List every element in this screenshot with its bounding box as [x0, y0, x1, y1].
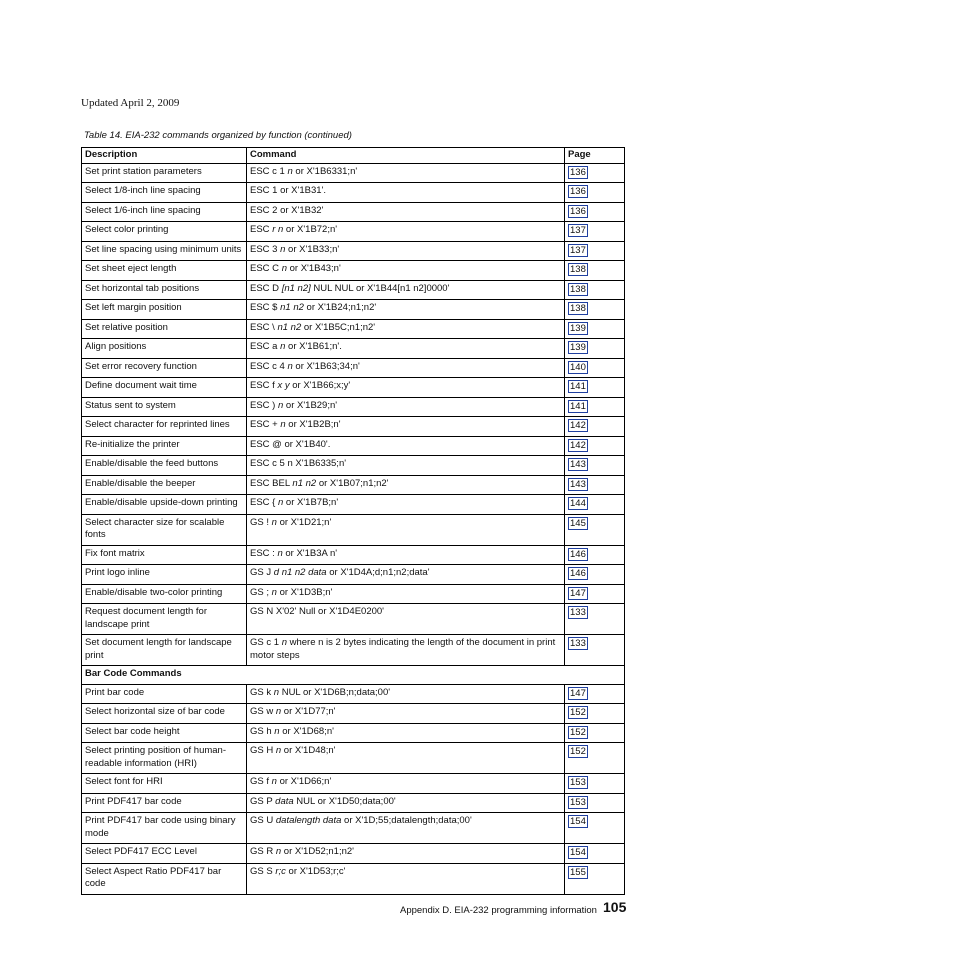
command-parameter: n — [287, 165, 293, 177]
page-link[interactable]: 147 — [570, 587, 586, 599]
table-row — [82, 339, 625, 359]
cell-page — [565, 280, 625, 300]
cell-page — [565, 813, 625, 844]
cell-command — [247, 319, 565, 339]
cell-description: Status sent to system — [82, 397, 247, 417]
cell-description: Request document length for landscape print — [82, 604, 247, 635]
command-text: GS H — [250, 745, 276, 756]
page-link[interactable]: 143 — [570, 478, 586, 490]
command-parameter: n — [280, 243, 286, 255]
table-row — [82, 604, 625, 635]
command-text: or X'1D68;n' — [279, 725, 334, 737]
cell-page — [565, 635, 625, 666]
page-link[interactable]: 143 — [570, 459, 586, 470]
command-text: or X'1D53;r;c' — [285, 865, 346, 877]
command-text: GS S — [250, 865, 276, 877]
command-text: or X'1B72;n' — [283, 224, 338, 235]
page-link[interactable]: 138 — [570, 303, 586, 314]
command-parameter: n1 n2 — [280, 302, 304, 313]
command-text: GS f — [250, 776, 272, 787]
command-text: GS k — [250, 686, 274, 698]
cell-description: Select horizontal size of bar code — [82, 704, 247, 724]
page-link[interactable]: 140 — [570, 361, 586, 373]
page-link[interactable]: 153 — [570, 796, 586, 808]
cell-command — [247, 844, 565, 864]
page-link[interactable]: 133 — [570, 607, 586, 618]
column-header-command: Command — [247, 148, 565, 164]
footer-section-title: Appendix D. EIA-232 programming information — [400, 905, 597, 916]
cell-command — [247, 704, 565, 724]
page-link[interactable]: 137 — [570, 244, 586, 256]
table-row — [82, 300, 625, 320]
cell-description: Enable/disable the beeper — [82, 475, 247, 495]
command-text: GS R — [250, 846, 276, 857]
command-text: GS ! — [250, 516, 272, 528]
command-text: ESC c 1 — [250, 165, 288, 177]
command-parameter: n — [287, 360, 293, 372]
cell-description: Set print station parameters — [82, 163, 247, 183]
command-text: ESC : — [250, 547, 278, 559]
command-text: ESC BEL — [250, 477, 293, 489]
table-row — [82, 774, 625, 794]
page-link[interactable]: 154 — [570, 847, 586, 858]
cell-command — [247, 378, 565, 398]
command-text: where n is 2 bytes indicating the length of the document in print motor steps — [250, 637, 556, 661]
page-link[interactable]: 133 — [570, 638, 586, 649]
command-text: ESC 2 or X'1B32' — [250, 204, 324, 216]
command-parameter: data — [275, 795, 294, 807]
table-row — [82, 456, 625, 476]
table-row — [82, 261, 625, 281]
cell-description: Print PDF417 bar code — [82, 793, 247, 813]
command-parameter: n1 n2 — [277, 321, 302, 333]
cell-description: Set line spacing using minimum units — [82, 241, 247, 261]
command-text: or X'1B61;n'. — [285, 341, 342, 352]
section-heading: Bar Code Commands — [82, 666, 625, 685]
command-text: GS w — [250, 706, 276, 717]
command-text: ESC + — [250, 419, 281, 430]
cell-command — [247, 241, 565, 261]
table-row — [82, 545, 625, 565]
table-row — [82, 319, 625, 339]
table-row — [82, 280, 625, 300]
table-row — [82, 635, 625, 666]
command-parameter: n — [273, 686, 280, 698]
command-parameter: n — [275, 706, 282, 717]
cell-page — [565, 844, 625, 864]
page-link[interactable]: 153 — [570, 777, 586, 788]
cell-description: Select PDF417 ECC Level — [82, 844, 247, 864]
command-text: or X'1B66;x;y' — [289, 380, 351, 391]
cell-page — [565, 202, 625, 222]
page-link[interactable]: 152 — [570, 726, 586, 738]
command-text: ESC $ — [250, 302, 281, 313]
cell-command — [247, 684, 565, 704]
command-text: GS N X'02' Null or X'1D4E0200' — [250, 606, 384, 617]
command-parameter: n — [271, 516, 277, 528]
command-text: ESC C — [250, 263, 282, 274]
command-text: or X'1B7B;n' — [283, 497, 339, 508]
command-parameter: n — [275, 745, 282, 756]
command-parameter: n — [275, 846, 282, 857]
cell-description: Enable/disable two-color printing — [82, 584, 247, 604]
cell-command — [247, 261, 565, 281]
cell-command — [247, 183, 565, 203]
command-text: ESC 1 or X'1B31'. — [250, 185, 326, 196]
cell-page — [565, 514, 625, 545]
command-text: or X'1B29;n' — [283, 399, 338, 411]
command-text: ESC a — [250, 341, 281, 352]
command-parameter: n — [277, 547, 283, 559]
cell-page — [565, 222, 625, 242]
commands-table — [81, 147, 625, 895]
cell-description: Select character size for scalable fonts — [82, 514, 247, 545]
command-text: or X'1B24;n1;n2' — [303, 302, 377, 313]
column-header-description: Description — [82, 148, 247, 164]
command-parameter: n — [280, 341, 286, 352]
page-link[interactable]: 145 — [570, 517, 586, 529]
page-link[interactable]: 139 — [570, 342, 586, 353]
cell-description: Define document wait time — [82, 378, 247, 398]
page-link[interactable]: 146 — [570, 548, 586, 560]
cell-command — [247, 723, 565, 743]
table-row — [82, 813, 625, 844]
cell-description: Select 1/6-inch line spacing — [82, 202, 247, 222]
cell-page — [565, 475, 625, 495]
command-text: GS U — [250, 815, 276, 826]
cell-description: Enable/disable upside-down printing — [82, 495, 247, 515]
page-link[interactable]: 136 — [570, 205, 586, 217]
command-parameter: n — [271, 776, 277, 787]
cell-page — [565, 774, 625, 794]
cell-page — [565, 584, 625, 604]
cell-page — [565, 863, 625, 894]
cell-description: Re-initialize the printer — [82, 436, 247, 456]
page-link[interactable]: 155 — [570, 866, 586, 878]
command-text: ESC f — [250, 380, 278, 391]
cell-page — [565, 684, 625, 704]
command-text: or X'1D21;n' — [276, 516, 332, 528]
command-parameter: [n1 n2] — [281, 282, 311, 294]
command-text: GS h — [250, 725, 275, 737]
cell-description: Set horizontal tab positions — [82, 280, 247, 300]
header-row — [82, 148, 625, 164]
command-text: or X'1D48;n' — [281, 745, 336, 756]
command-text: or X'1B33;n' — [285, 243, 340, 255]
cell-command — [247, 863, 565, 894]
command-text: ESC { — [250, 497, 278, 508]
command-parameter: n — [278, 497, 284, 508]
page-link[interactable]: 141 — [570, 381, 586, 392]
command-parameter: n — [277, 399, 284, 411]
page-link[interactable]: 141 — [570, 400, 586, 412]
cell-command — [247, 280, 565, 300]
page-link[interactable]: 142 — [570, 439, 586, 451]
table-row — [82, 358, 625, 378]
cell-page — [565, 495, 625, 515]
cell-page — [565, 436, 625, 456]
cell-page — [565, 417, 625, 437]
cell-page — [565, 397, 625, 417]
cell-command — [247, 436, 565, 456]
table-row — [82, 163, 625, 183]
cell-command — [247, 456, 565, 476]
table-row — [82, 397, 625, 417]
cell-command — [247, 300, 565, 320]
cell-description: Set left margin position — [82, 300, 247, 320]
cell-description: Print PDF417 bar code using binary mode — [82, 813, 247, 844]
command-text: ESC \ — [250, 321, 278, 333]
command-text: ESC 3 — [250, 243, 281, 255]
cell-page — [565, 163, 625, 183]
page-link[interactable]: 138 — [570, 264, 586, 275]
command-text: or X'1D3B;n' — [276, 586, 333, 598]
table-row — [82, 378, 625, 398]
command-text: ESC D — [250, 282, 282, 294]
table-row — [82, 684, 625, 704]
command-text: or X'1B63;34;n' — [292, 360, 360, 372]
command-text: or X'1B6331;n' — [292, 165, 358, 177]
updated-date: Updated April 2, 2009 — [81, 97, 180, 109]
command-text: or X'1B43;n' — [286, 263, 341, 274]
cell-command — [247, 475, 565, 495]
cell-page — [565, 545, 625, 565]
cell-page — [565, 743, 625, 774]
table-row — [82, 514, 625, 545]
page-link[interactable]: 146 — [570, 568, 586, 579]
command-text: or X'1D52;n1;n2' — [281, 846, 354, 857]
page-link[interactable]: 152 — [570, 746, 586, 757]
table-row — [82, 241, 625, 261]
cell-command — [247, 397, 565, 417]
table-row — [82, 183, 625, 203]
command-text: NUL or X'1D6B;n;data;00' — [279, 686, 391, 698]
table-header — [82, 148, 625, 164]
cell-command — [247, 604, 565, 635]
cell-page — [565, 723, 625, 743]
cell-command — [247, 743, 565, 774]
cell-description: Select bar code height — [82, 723, 247, 743]
cell-page — [565, 261, 625, 281]
cell-page — [565, 604, 625, 635]
cell-page — [565, 704, 625, 724]
command-parameter: n — [280, 419, 286, 430]
cell-description: Set relative position — [82, 319, 247, 339]
page-link[interactable]: 139 — [570, 322, 586, 334]
table-row — [82, 863, 625, 894]
command-parameter: n1 n2 — [292, 477, 317, 489]
cell-description: Print logo inline — [82, 565, 247, 585]
command-text: ESC c 4 — [250, 360, 288, 372]
cell-description: Set error recovery function — [82, 358, 247, 378]
cell-command — [247, 584, 565, 604]
command-parameter: datalength data — [275, 815, 342, 826]
cell-description: Select printing position of human-readable information (HRI) — [82, 743, 247, 774]
page-link[interactable]: 154 — [570, 816, 586, 827]
command-text: or X'1D77;n' — [281, 706, 336, 717]
table-row — [82, 723, 625, 743]
command-text: GS P — [250, 795, 276, 807]
command-text: ESC @ or X'1B40'. — [250, 438, 331, 450]
cell-command — [247, 202, 565, 222]
cell-description: Enable/disable the feed buttons — [82, 456, 247, 476]
table-row — [82, 222, 625, 242]
command-parameter: d n1 n2 data — [273, 567, 327, 578]
cell-page — [565, 339, 625, 359]
table-caption: Table 14. EIA-232 commands organized by function (continued) — [84, 130, 352, 141]
cell-description: Select 1/8-inch line spacing — [82, 183, 247, 203]
table-row — [82, 436, 625, 456]
section-row — [82, 666, 625, 685]
page-link[interactable]: 136 — [570, 186, 586, 197]
command-text: or X'1D4A;d;n1;n2;data' — [326, 567, 430, 578]
cell-page — [565, 378, 625, 398]
command-text: or X'1B5C;n1;n2' — [301, 321, 376, 333]
cell-command — [247, 222, 565, 242]
cell-command — [247, 565, 565, 585]
column-header-page: Page — [565, 148, 625, 164]
command-text: ESC c 5 n X'1B6335;n' — [250, 458, 347, 469]
cell-command — [247, 774, 565, 794]
table-row — [82, 565, 625, 585]
cell-description: Select Aspect Ratio PDF417 bar code — [82, 863, 247, 894]
cell-command — [247, 813, 565, 844]
page-link[interactable]: 137 — [570, 225, 586, 236]
command-parameter: n — [274, 725, 280, 737]
page-link[interactable]: 152 — [570, 707, 586, 718]
cell-page — [565, 793, 625, 813]
table-row — [82, 844, 625, 864]
cell-page — [565, 456, 625, 476]
command-text: or X'1D;55;datalength;data;00' — [341, 815, 472, 826]
table-row — [82, 704, 625, 724]
command-text: or X'1B07;n1;n2' — [316, 477, 389, 489]
cell-description: Select font for HRI — [82, 774, 247, 794]
command-text: or X'1B2B;n' — [285, 419, 341, 430]
cell-command — [247, 358, 565, 378]
command-text: or X'1B3A n' — [282, 547, 338, 559]
cell-page — [565, 565, 625, 585]
command-text: GS c 1 — [250, 637, 282, 648]
table-body — [82, 163, 625, 894]
cell-command — [247, 514, 565, 545]
cell-command — [247, 793, 565, 813]
command-parameter: n — [271, 586, 277, 598]
cell-description: Print bar code — [82, 684, 247, 704]
cell-command — [247, 635, 565, 666]
table-row — [82, 743, 625, 774]
command-text: or X'1D66;n' — [276, 776, 332, 787]
cell-description: Align positions — [82, 339, 247, 359]
cell-command — [247, 339, 565, 359]
cell-description: Select character for reprinted lines — [82, 417, 247, 437]
command-parameter: x y — [277, 380, 290, 391]
command-text: ESC — [250, 224, 273, 235]
command-parameter: n — [281, 637, 287, 648]
cell-command — [247, 417, 565, 437]
page-link[interactable]: 144 — [570, 498, 586, 509]
table-row — [82, 793, 625, 813]
cell-command — [247, 495, 565, 515]
table-row — [82, 475, 625, 495]
page-link[interactable]: 147 — [570, 687, 586, 699]
cell-page — [565, 183, 625, 203]
table-row — [82, 584, 625, 604]
command-text: NUL NUL or X'1B44[n1 n2]0000' — [310, 282, 450, 294]
cell-command — [247, 163, 565, 183]
page-link[interactable]: 136 — [570, 166, 586, 178]
command-parameter: n — [281, 263, 287, 274]
table-row — [82, 202, 625, 222]
command-text: ESC ) — [250, 399, 278, 411]
cell-description: Select color printing — [82, 222, 247, 242]
command-parameter: r n — [272, 224, 284, 235]
cell-description: Set sheet eject length — [82, 261, 247, 281]
page-link[interactable]: 142 — [570, 420, 586, 431]
command-text: NUL or X'1D50;data;00' — [293, 795, 396, 807]
cell-page — [565, 358, 625, 378]
command-text: GS ; — [250, 586, 272, 598]
cell-page — [565, 319, 625, 339]
table-row — [82, 417, 625, 437]
footer-page-number: 105 — [603, 899, 627, 915]
command-text: GS J — [250, 567, 274, 578]
cell-page — [565, 300, 625, 320]
cell-description: Fix font matrix — [82, 545, 247, 565]
table-row — [82, 495, 625, 515]
cell-page — [565, 241, 625, 261]
cell-command — [247, 545, 565, 565]
page-link[interactable]: 138 — [570, 283, 586, 295]
command-parameter: r;c — [275, 865, 286, 877]
cell-description: Set document length for landscape print — [82, 635, 247, 666]
